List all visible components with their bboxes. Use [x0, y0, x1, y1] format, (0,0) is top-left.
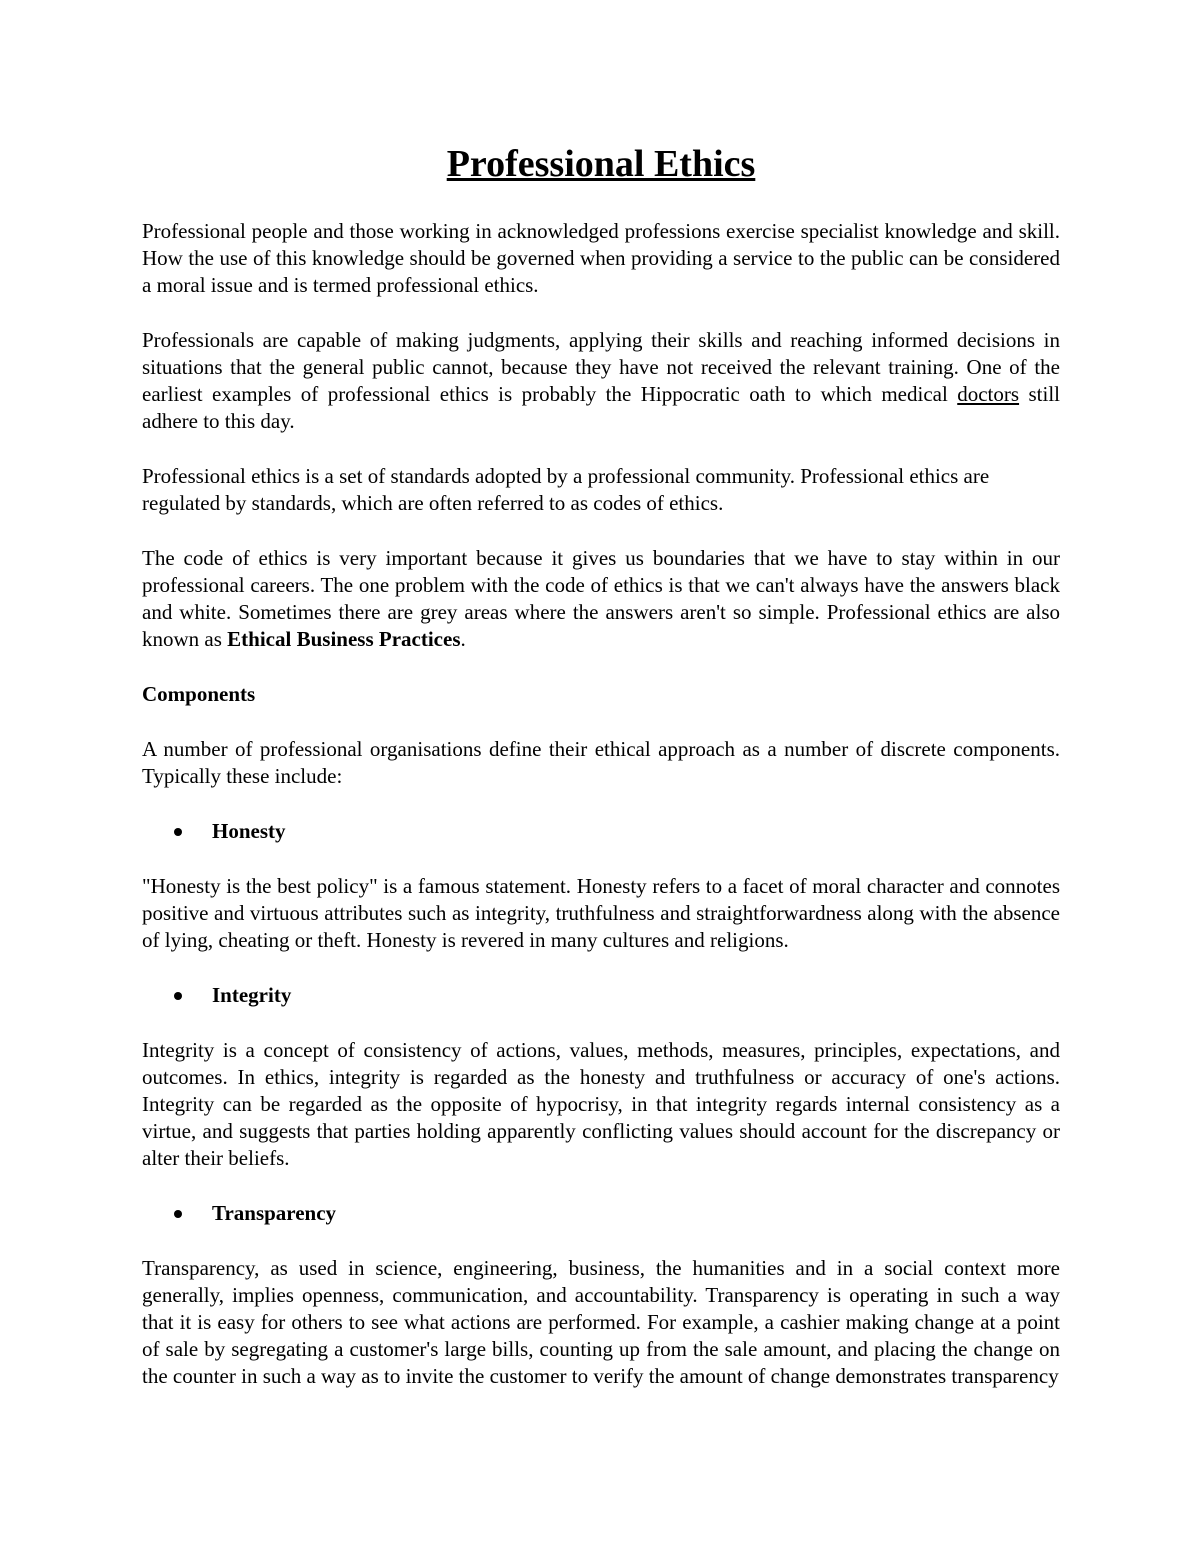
- components-intro: A number of professional organisations define their ethical approach as a number of discrete components. Typically these include:: [142, 737, 1060, 788]
- bullet-dot-icon: [174, 1210, 182, 1218]
- bullet-dot-icon: [174, 828, 182, 836]
- intro-paragraph-4: [142, 545, 1060, 653]
- page-title: Professional Ethics: [446, 143, 756, 185]
- intro-paragraph-4-text-b: .: [460, 627, 466, 651]
- intro-paragraph-2-text-a: Professionals are capable of making judgments, applying their skills and reaching informed decisions in situations that the general public cannot, because they have not received the relevant training. One of the earliest examples of professional ethics is probably the Hippocratic oath to which medical: [142, 328, 1060, 406]
- intro-paragraph-4-text-a: The code of ethics is very important because it gives us boundaries that we have to stay within in our professional careers. The one problem with the code of ethics is that we can't always have the answers black and white. Sometimes there are grey areas where the answers aren't so simple. Professional ethics are also known as: [142, 546, 1060, 651]
- bullet-integrity-label: Integrity: [212, 983, 292, 1007]
- ethical-business-practices-bold: Ethical Business Practices: [227, 627, 461, 651]
- transparency-paragraph: Transparency, as used in science, engineering, business, the humanities and in a social context more generally, implies openness, communication, and accountability. Transparency is operating in such a way that it is easy for others to see what actions are performed. For example, a cashier making change at a point of sale by segregating a customer's large bills, counting up from the sale amount, and placing the change on the counter in such a way as to invite the customer to verify the amount of change demonstrates transparency: [142, 1256, 1060, 1388]
- components-heading: Components: [142, 682, 256, 706]
- honesty-paragraph: "Honesty is the best policy" is a famous statement. Honesty refers to a facet of moral character and connotes positive and virtuous attributes such as integrity, truthfulness and straightforwardness along with the absence of lying, cheating or theft. Honesty is revered in many cultures and religions.: [142, 874, 1060, 952]
- document-page: [142, 140, 1060, 1418]
- bullet-integrity: [142, 982, 1060, 1009]
- intro-paragraph-3: Professional ethics is a set of standards adopted by a professional community. Professional ethics are regulated by standards, which are often referred to as codes of ethics.: [142, 464, 990, 515]
- intro-paragraph-2: [142, 327, 1060, 435]
- integrity-paragraph: Integrity is a concept of consistency of actions, values, methods, measures, principles, expectations, and outcomes. In ethics, integrity is regarded as the honesty and truthfulness or accuracy of one's actions. Integrity can be regarded as the opposite of hypocrisy, in that integrity regards internal consistency as a virtue, and suggests that parties holding apparently conflicting values should account for the discrepancy or alter their beliefs.: [142, 1038, 1060, 1170]
- bullet-transparency: [142, 1200, 1060, 1227]
- bullet-transparency-label: Transparency: [212, 1201, 337, 1225]
- doctors-link[interactable]: doctors: [957, 382, 1020, 406]
- bullet-honesty: [142, 818, 1060, 845]
- intro-paragraph-2-text-b: still adhere to this day.: [142, 382, 1060, 433]
- bullet-honesty-label: Honesty: [212, 819, 286, 843]
- bullet-dot-icon: [174, 992, 182, 1000]
- intro-paragraph-1: Professional people and those working in acknowledged professions exercise specialist knowledge and skill. How the use of this knowledge should be governed when providing a service to the public can be considered a moral issue and is termed professional ethics.: [142, 219, 1060, 297]
